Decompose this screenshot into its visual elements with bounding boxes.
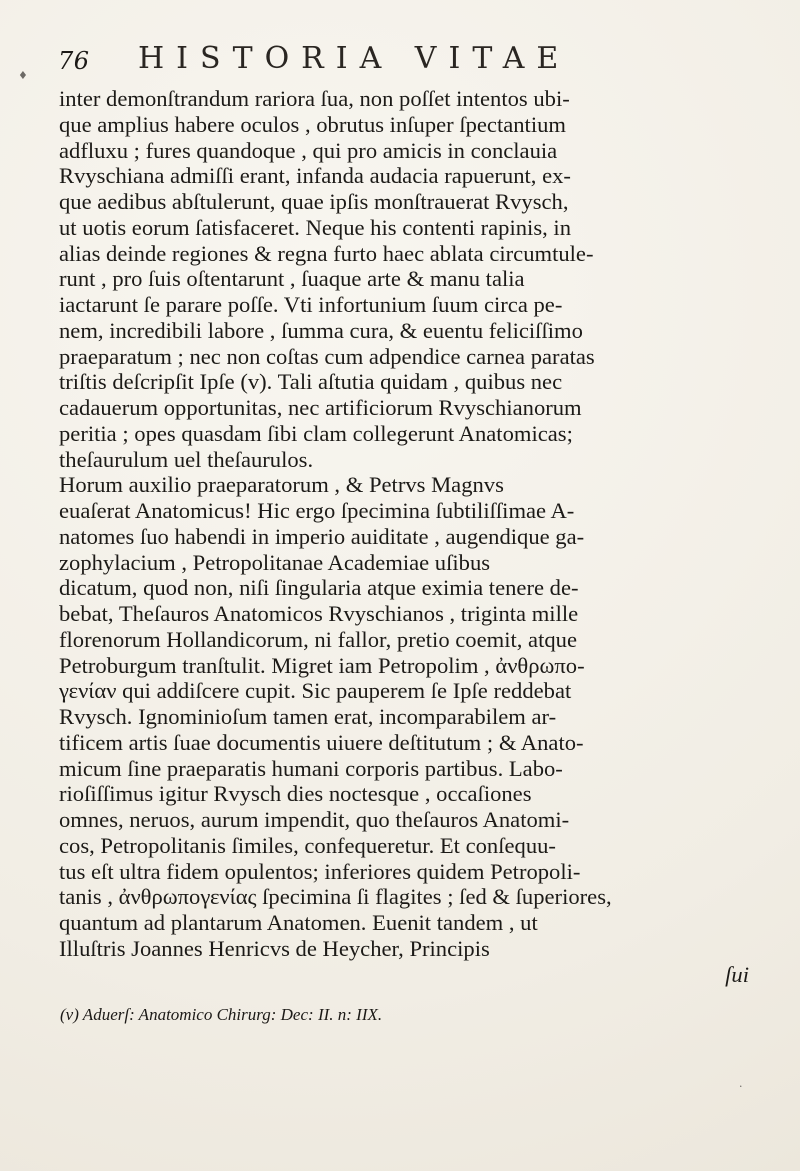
text-line: cadauerum opportunitas, nec artificiorum Rvyschianorum [59, 395, 582, 420]
text-line: triſtis deſcripſit Ipſe (v). Tali aſtutia quidam , quibus nec [59, 369, 563, 395]
text-line: Illuſtris Joannes Henricvs de Heycher, Principis [59, 935, 490, 961]
latin-body-text [59, 86, 764, 987]
text-line: tus eſt ultra fidem opulentos; inferiores quidem Petropoli- [59, 858, 581, 884]
text-line: Petroburgum tranſtulit. Migret iam Petropolim , ἀνθρωπο- [59, 652, 585, 678]
running-title: HISTORIA VITAE [138, 41, 571, 76]
text-line: Rvysch. Ignominioſum tamen erat, incomparabilem ar- [59, 704, 557, 729]
catchword: ſui [725, 961, 749, 987]
text-line: Rvyschiana admiſſi erant, infanda audacia rapuerunt, ex- [59, 163, 571, 189]
footnote: (v) Aduerſ: Anatomico Chirurg: Dec: II. n: IIX. [60, 1005, 383, 1024]
text-line: peritia ; opes quasdam ſibi clam collegerunt Anatomicas; [59, 420, 573, 446]
text-line: micum ſine praeparatis humani corporis partibus. Labo- [59, 755, 563, 781]
text-line: que amplius habere oculos , obrutus inſuper ſpectantium [59, 111, 566, 137]
text-line: ut uotis eorum ſatisfaceret. Neque his contenti rapinis, in [59, 214, 571, 240]
text-line: rioſiſſimus igitur Rvysch dies noctesque , occaſiones [59, 781, 532, 807]
text-line: iactarunt ſe parare poſſe. Vti infortunium ſuum circa pe- [59, 292, 563, 317]
text-line: nem, incredibili labore , ſumma cura, & euentu feliciſſimo [59, 317, 583, 343]
text-line: praeparatum ; nec non coſtas cum adpendice carnea paratas [59, 343, 595, 369]
page-header [58, 41, 778, 75]
text-line: γενίαν qui addiſcere cupit. Sic pauperem ſe Ipſe reddebat [59, 678, 572, 704]
margin-mark: ♦ [18, 69, 28, 82]
text-line: cos, Petropolitanis ſimiles, confequeretur. Et conſequu- [59, 832, 556, 858]
text-line: natomes ſuo habendi in imperio auiditate , augendique ga- [59, 523, 585, 549]
text-line: zophylacium , Petropolitanae Academiae uſibus [59, 549, 491, 575]
text-line: theſaurulum uel theſaurulos. [59, 446, 314, 472]
text-line: omnes, neruos, aurum impendit, quo theſauros Anatomi- [59, 807, 570, 832]
text-line: euaſerat Anatomicus! Hic ergo ſpecimina ſubtiliſſimae A- [59, 498, 575, 523]
text-line: alias deinde regiones & regna furto haec ablata circumtule- [59, 240, 594, 266]
text-line: adfluxu ; fures quandoque , qui pro amicis in conclauia [59, 137, 558, 163]
text-line: quantum ad plantarum Anatomen. Euenit tandem , ut [59, 910, 538, 935]
text-line: bebat, Theſauros Anatomicos Rvyschianos , triginta mille [59, 601, 579, 626]
ink-mark: · [739, 1080, 743, 1093]
text-line: tificem artis ſuae documentis uiuere deſtitutum ; & Anato- [59, 729, 584, 755]
text-line: dicatum, quod non, niſi ſingularia atque eximia tenere de- [59, 575, 579, 601]
text-line: runt , pro ſuis oſtentarunt , ſuaque arte & manu talia [59, 266, 525, 292]
text-line: tanis , ἀνθρωπογενίας ſpecimina ſi flagites ; ſed & ſuperiores, [59, 884, 612, 910]
text-line: que aedibus abſtulerunt, quae ipſis monſtrauerat Rvysch, [59, 189, 569, 214]
page-number: 76 [58, 47, 90, 75]
text-line: florenorum Hollandicorum, ni fallor, pretio coemit, atque [59, 626, 577, 652]
text-line: Horum auxilio praeparatorum , & Petrvs Magnvs [59, 472, 504, 498]
text-line: inter demonſtrandum rariora ſua, non poſſet intentos ubi- [59, 86, 570, 111]
